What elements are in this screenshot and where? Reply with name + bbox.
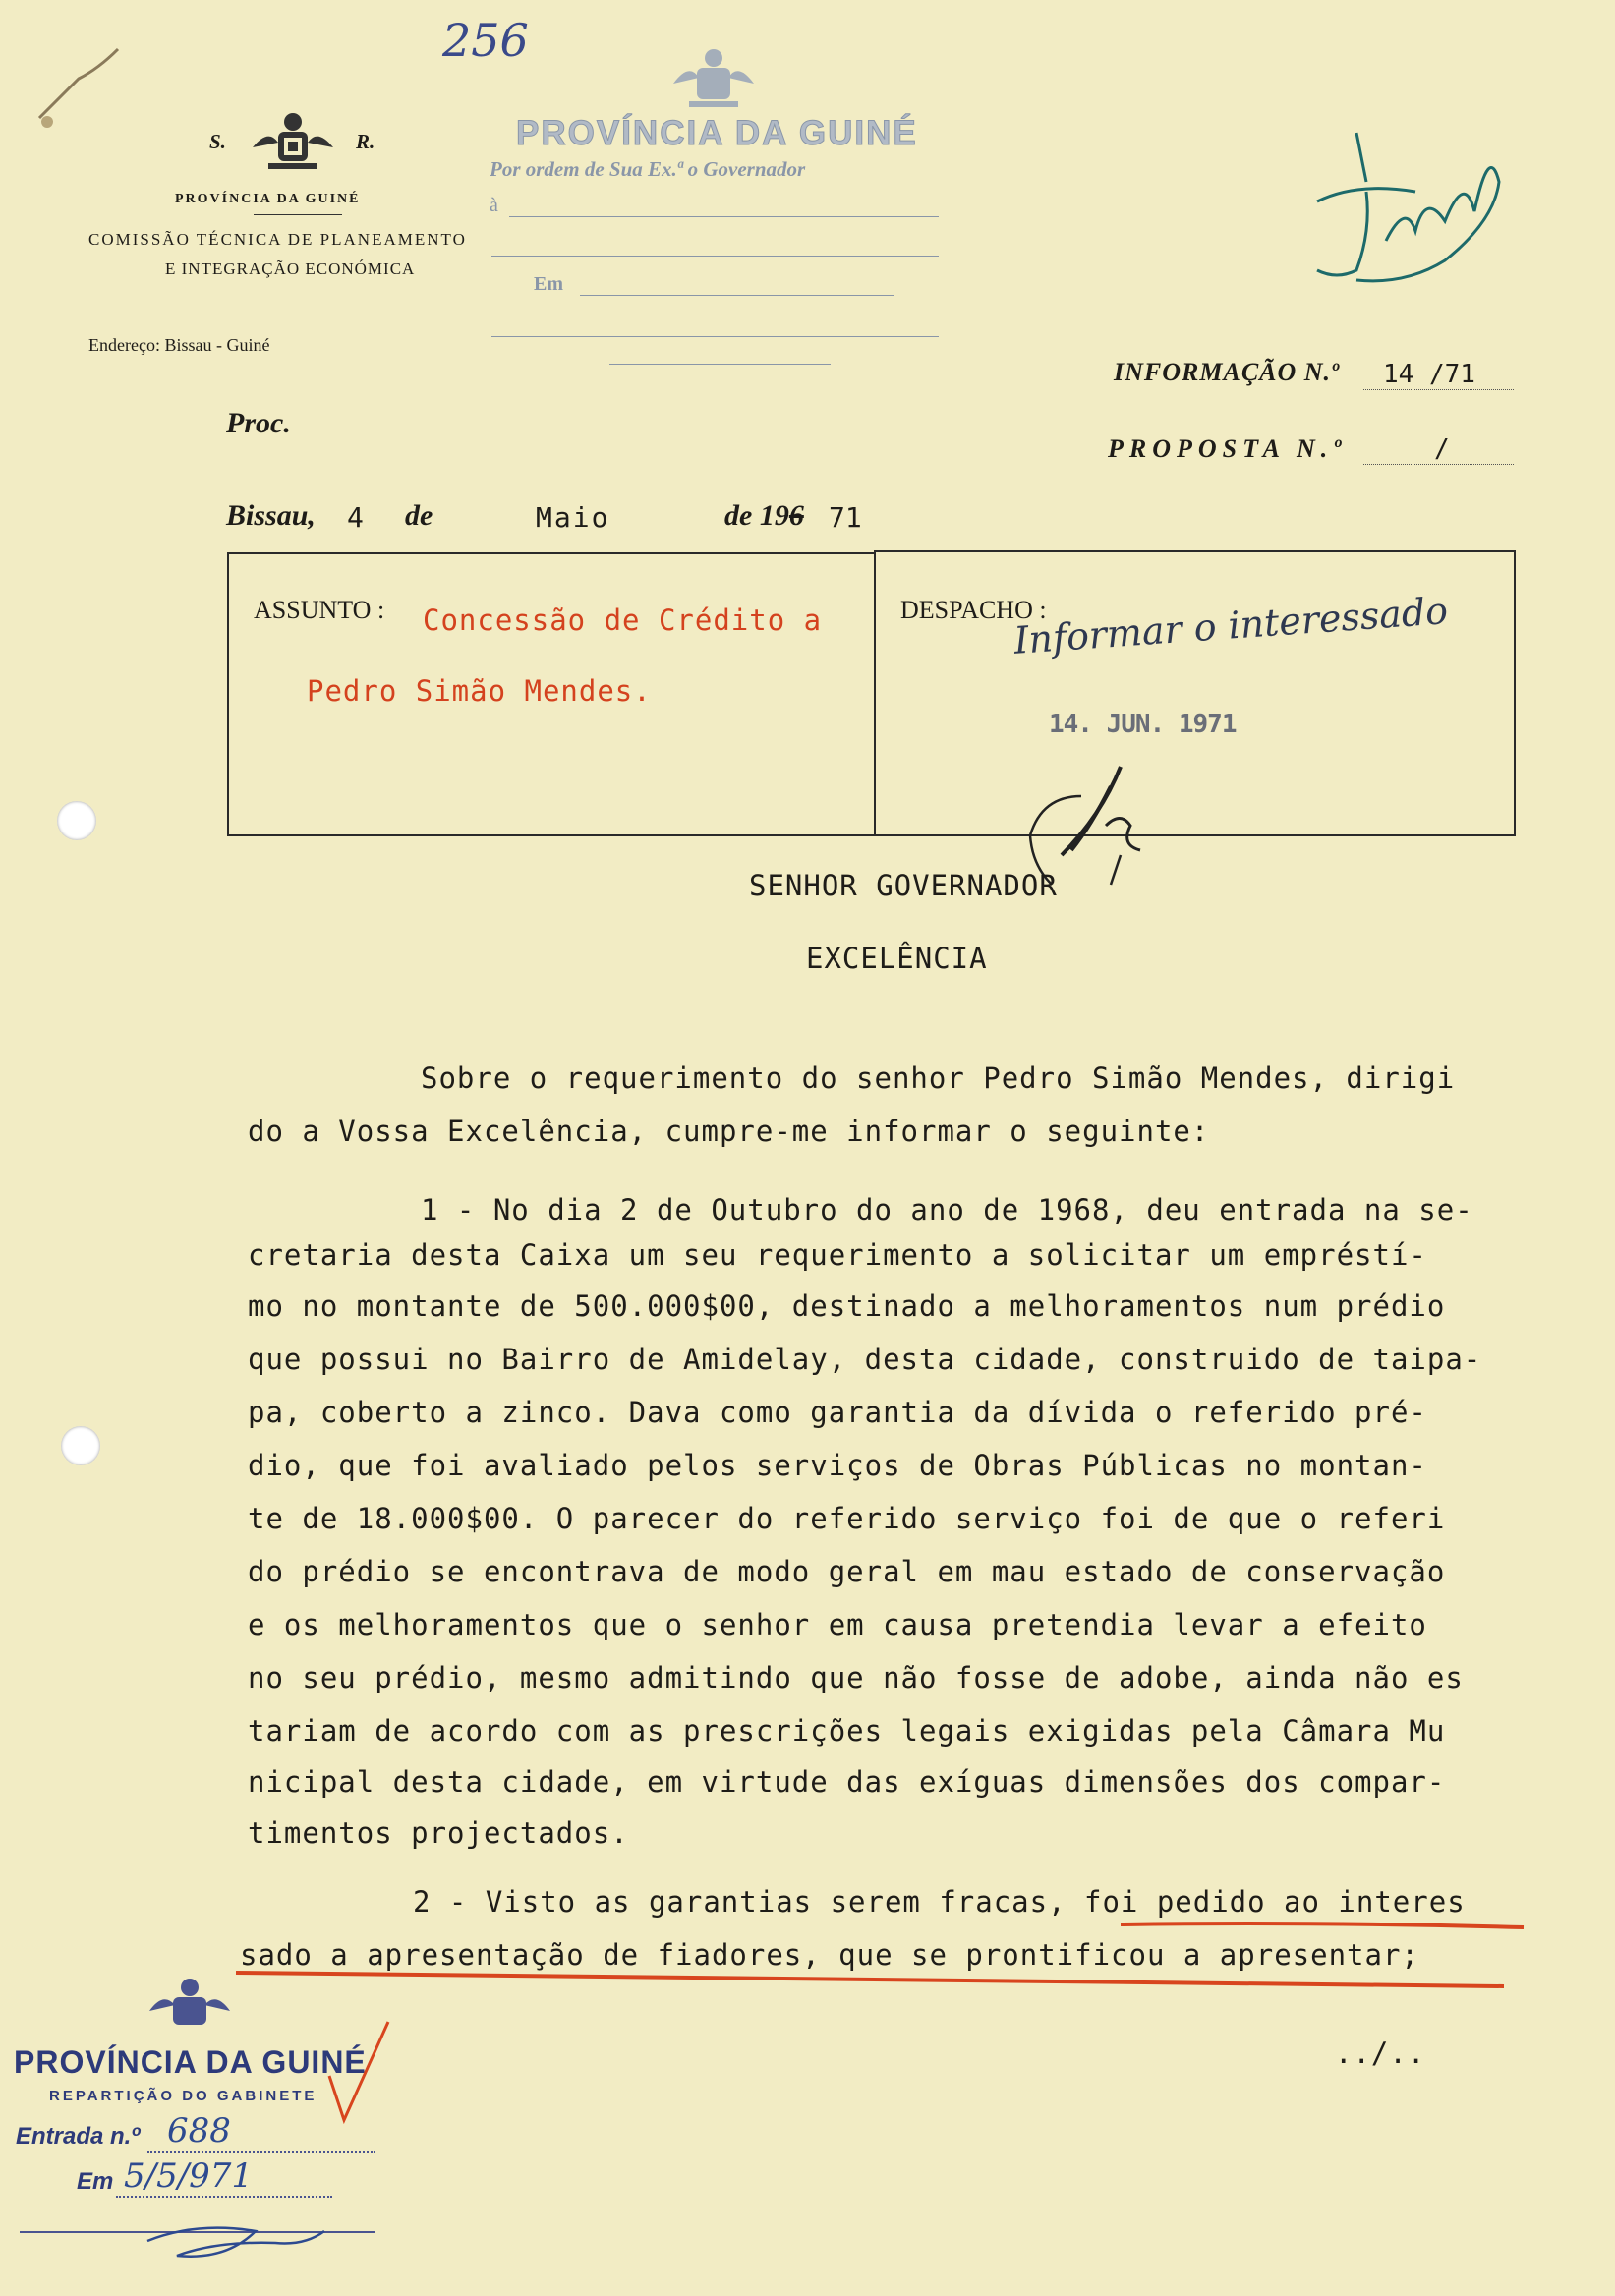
punch-hole-bottom (61, 1426, 100, 1465)
body-line: pa, coberto a zinco. Dava como garantia da dívida o referido pré- (248, 1396, 1427, 1429)
body-line: Sobre o requerimento do senhor Pedro Simão Mendes, dirigi (421, 1062, 1456, 1095)
stamp-em-label: Em (534, 273, 563, 295)
year-struck: 6 (788, 499, 804, 532)
stamp-line-4 (491, 336, 939, 337)
corner-damage (29, 39, 138, 138)
entry-number-label: Entrada n.º (16, 2123, 141, 2150)
stamp-subtitle: Por ordem de Sua Ex.ª o Governador (490, 157, 806, 181)
entry-stamp-emblem-icon (145, 1974, 234, 2038)
body-line: tariam de acordo com as prescrições legais exigidas pela Câmara Mu (248, 1714, 1446, 1748)
entry-date-value: 5/5/971 (124, 2156, 254, 2196)
proc-label: Proc. (226, 407, 291, 439)
entry-date-label: Em (77, 2168, 114, 2195)
commission-line1: COMISSÃO TÉCNICA DE PLANEAMENTO (88, 230, 467, 249)
salutation-line1: SENHOR GOVERNADOR (749, 869, 1058, 902)
body-line: nicipal desta cidade, em virtude das exíguas dimensões dos compar- (248, 1765, 1446, 1799)
entry-stamp-subtitle: REPARTIÇÃO DO GABINETE (49, 2088, 317, 2104)
date-de2 (724, 499, 804, 533)
entry-number-value: 688 (167, 2111, 231, 2151)
header-divider (254, 214, 342, 215)
informacao-label: INFORMAÇÃO N.º (1114, 358, 1340, 386)
date-year: 71 (829, 501, 862, 534)
province-name: PROVÍNCIA DA GUINÉ (175, 192, 361, 206)
body-line: que possui no Bairro de Amidelay, desta cidade, construido de taipa- (248, 1343, 1482, 1376)
date-prefix: de 19 (724, 499, 789, 532)
sr-left: S. (209, 130, 226, 153)
proposta-value: / (1363, 434, 1514, 465)
address-value: Bissau - Guiné (164, 335, 270, 355)
assunto-line1: Concessão de Crédito a (423, 603, 823, 637)
body-line: e os melhoramentos que o senhor em causa pretendia levar a efeito (248, 1608, 1427, 1641)
sr-right: R. (356, 130, 375, 153)
entry-stamp-title: PROVÍNCIA DA GUINÉ (14, 2044, 367, 2080)
date-day: 4 (347, 501, 364, 534)
body-line: te de 18.000$00. O parecer do referido serviço foi de que o referi (248, 1502, 1446, 1535)
stamp-line-3 (580, 295, 894, 296)
assunto-line2: Pedro Simão Mendes. (307, 674, 652, 708)
body-line: no seu prédio, mesmo admitindo que não fosse de adobe, ainda não es (248, 1661, 1464, 1694)
body-line: 1 - No dia 2 de Outubro do ano de 1968, deu entrada na se- (421, 1193, 1473, 1227)
entry-check-mark (324, 2017, 393, 2125)
body-line: cretaria desta Caixa um seu requerimento a solicitar um empréstí- (248, 1238, 1427, 1272)
stamp-line-2 (491, 256, 939, 257)
proposta-label: PROPOSTA N.º (1108, 434, 1348, 463)
date-month: Maio (536, 501, 610, 534)
body-line: mo no montante de 500.000$00, destinado a melhoramentos num prédio (248, 1290, 1446, 1323)
red-underline (226, 1922, 1533, 2000)
stamp-line-5 (609, 364, 831, 365)
signature-top-right (1298, 123, 1514, 290)
body-line: sado a apresentação de fiadores, que se prontificou a apresentar; (240, 1938, 1419, 1972)
continuation-mark: ../.. (1335, 2037, 1426, 2070)
despacho-date-stamp: 14. JUN. 1971 (1049, 710, 1237, 739)
entry-number-line (147, 2151, 375, 2152)
stamp-line-1 (509, 216, 939, 217)
address-label: Endereço: (88, 335, 160, 355)
stamp-a-label: à (490, 195, 498, 216)
page-number: 256 (442, 14, 529, 67)
entry-stamp-signature (138, 2202, 334, 2270)
entry-date-line (116, 2196, 332, 2198)
body-line: dio, que foi avaliado pelos serviços de Obras Públicas no montan- (248, 1449, 1427, 1482)
body-line: 2 - Visto as garantias serem fracas, foi pedido ao interes (413, 1885, 1466, 1919)
despacho-handwritten: Informar o interessado (1012, 589, 1450, 662)
stamp-title: PROVÍNCIA DA GUINÉ (516, 114, 918, 152)
commission-line2: E INTEGRAÇÃO ECONÓMICA (165, 259, 416, 278)
body-line: do prédio se encontrava de modo geral em mau estado de conservação (248, 1555, 1446, 1588)
place: Bissau, (226, 499, 316, 532)
coat-of-arms-icon (249, 108, 337, 177)
punch-hole-top (57, 801, 96, 840)
stamp-emblem-icon (671, 44, 756, 113)
body-line: do a Vossa Excelência, cumpre-me informar o seguinte: (248, 1115, 1210, 1148)
despacho-label: DESPACHO : (900, 596, 1047, 624)
assunto-label: ASSUNTO : (254, 596, 385, 624)
date-de1: de (405, 499, 433, 532)
informacao-value: 14 /71 (1363, 360, 1514, 390)
salutation-line2: EXCELÊNCIA (806, 942, 988, 975)
body-line: timentos projectados. (248, 1816, 629, 1850)
address (88, 335, 269, 356)
